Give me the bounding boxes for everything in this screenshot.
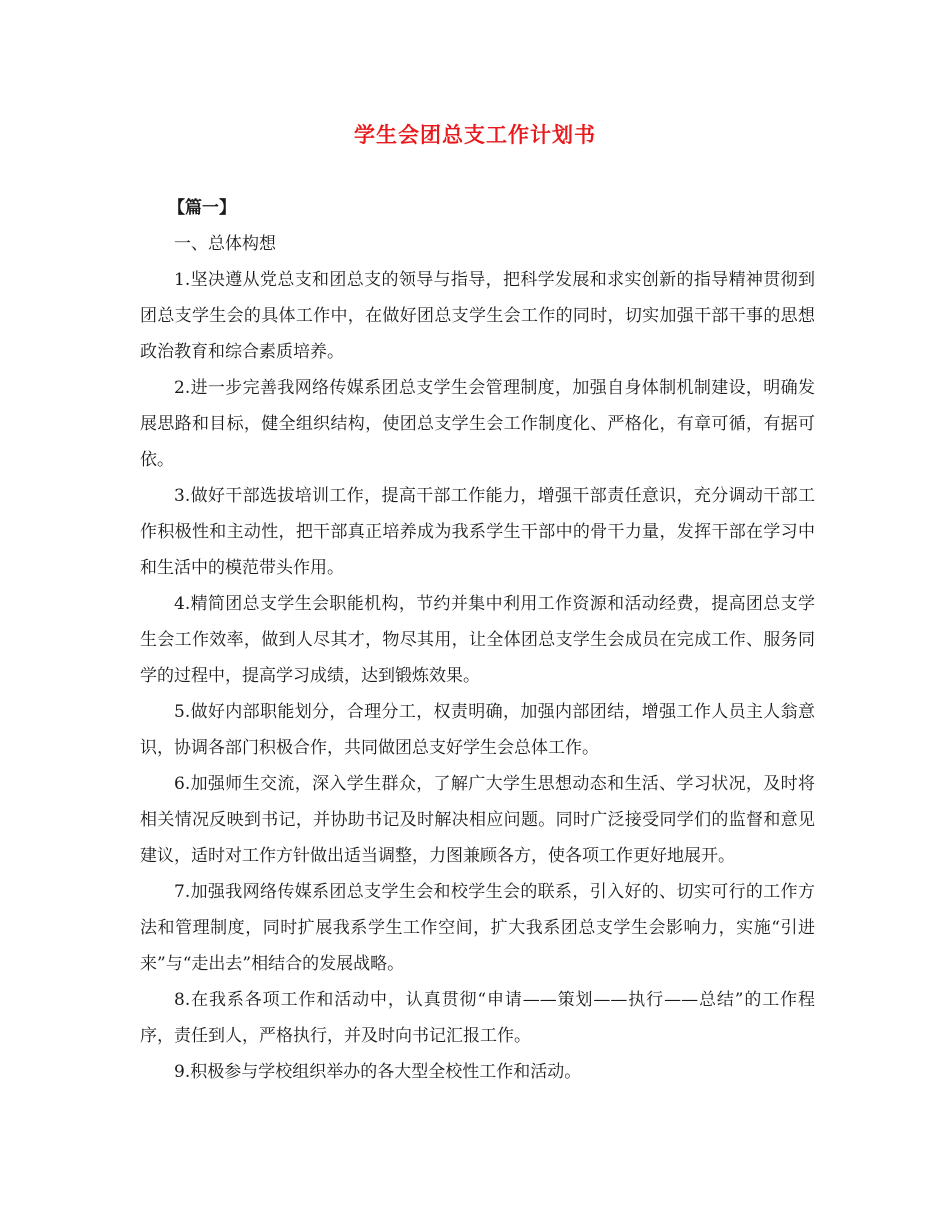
paragraph-6: 6.加强师生交流，深入学生群众，了解广大学生思想动态和生活、学习状况，及时将相关情况反映到书记，并协助书记及时解决相应问题。同时广泛接受同学们的监督和意见建议，适时对工作方针做出适当调整，力图兼顾各方，使各项工作更好地展开。	[140, 774, 815, 866]
paragraph-7: 7.加强我网络传媒系团总支学生会和校学生会的联系，引入好的、切实可行的工作方法和管理制度，同时扩展我系学生工作空间，扩大我系团总支学生会影响力，实施“引进来”与“走出去”相结合的发展战略。	[140, 882, 815, 974]
subheading: 一、总体构想	[174, 234, 276, 254]
paragraph-4: 4.精简团总支学生会职能机构，节约并集中利用工作资源和活动经费，提高团总支学生会工作效率，做到人尽其才，物尽其用，让全体团总支学生会成员在完成工作、服务同学的过程中，提高学习成绩，达到锻炼效果。	[140, 594, 815, 686]
paragraph-8: 8.在我系各项工作和活动中，认真贯彻“申请——策划——执行——总结”的工作程序，责任到人，严格执行，并及时向书记汇报工作。	[140, 990, 815, 1046]
paragraph-9: 9.积极参与学校组织举办的各大型全校性工作和活动。	[174, 1062, 582, 1082]
paragraph-2: 2.进一步完善我网络传媒系团总支学生会管理制度，加强自身体制机制建设，明确发展思路和目标，健全组织结构，使团总支学生会工作制度化、严格化，有章可循，有据可依。	[140, 378, 815, 470]
document-title: 学生会团总支工作计划书	[354, 123, 596, 147]
section-label: 【篇一】	[168, 198, 236, 218]
paragraph-1: 1.坚决遵从党总支和团总支的领导与指导，把科学发展和求实创新的指导精神贯彻到团总支学生会的具体工作中，在做好团总支学生会工作的同时，切实加强干部干事的思想政治教育和综合素质培养。	[140, 270, 815, 362]
paragraph-5: 5.做好内部职能划分，合理分工，权责明确，加强内部团结，增强工作人员主人翁意识，协调各部门积极合作，共同做团总支好学生会总体工作。	[140, 702, 815, 758]
paragraph-3: 3.做好干部选拔培训工作，提高干部工作能力，增强干部责任意识，充分调动干部工作积极性和主动性，把干部真正培养成为我系学生干部中的骨干力量，发挥干部在学习中和生活中的模范带头作用。	[140, 486, 815, 578]
document-body	[140, 190, 815, 1090]
